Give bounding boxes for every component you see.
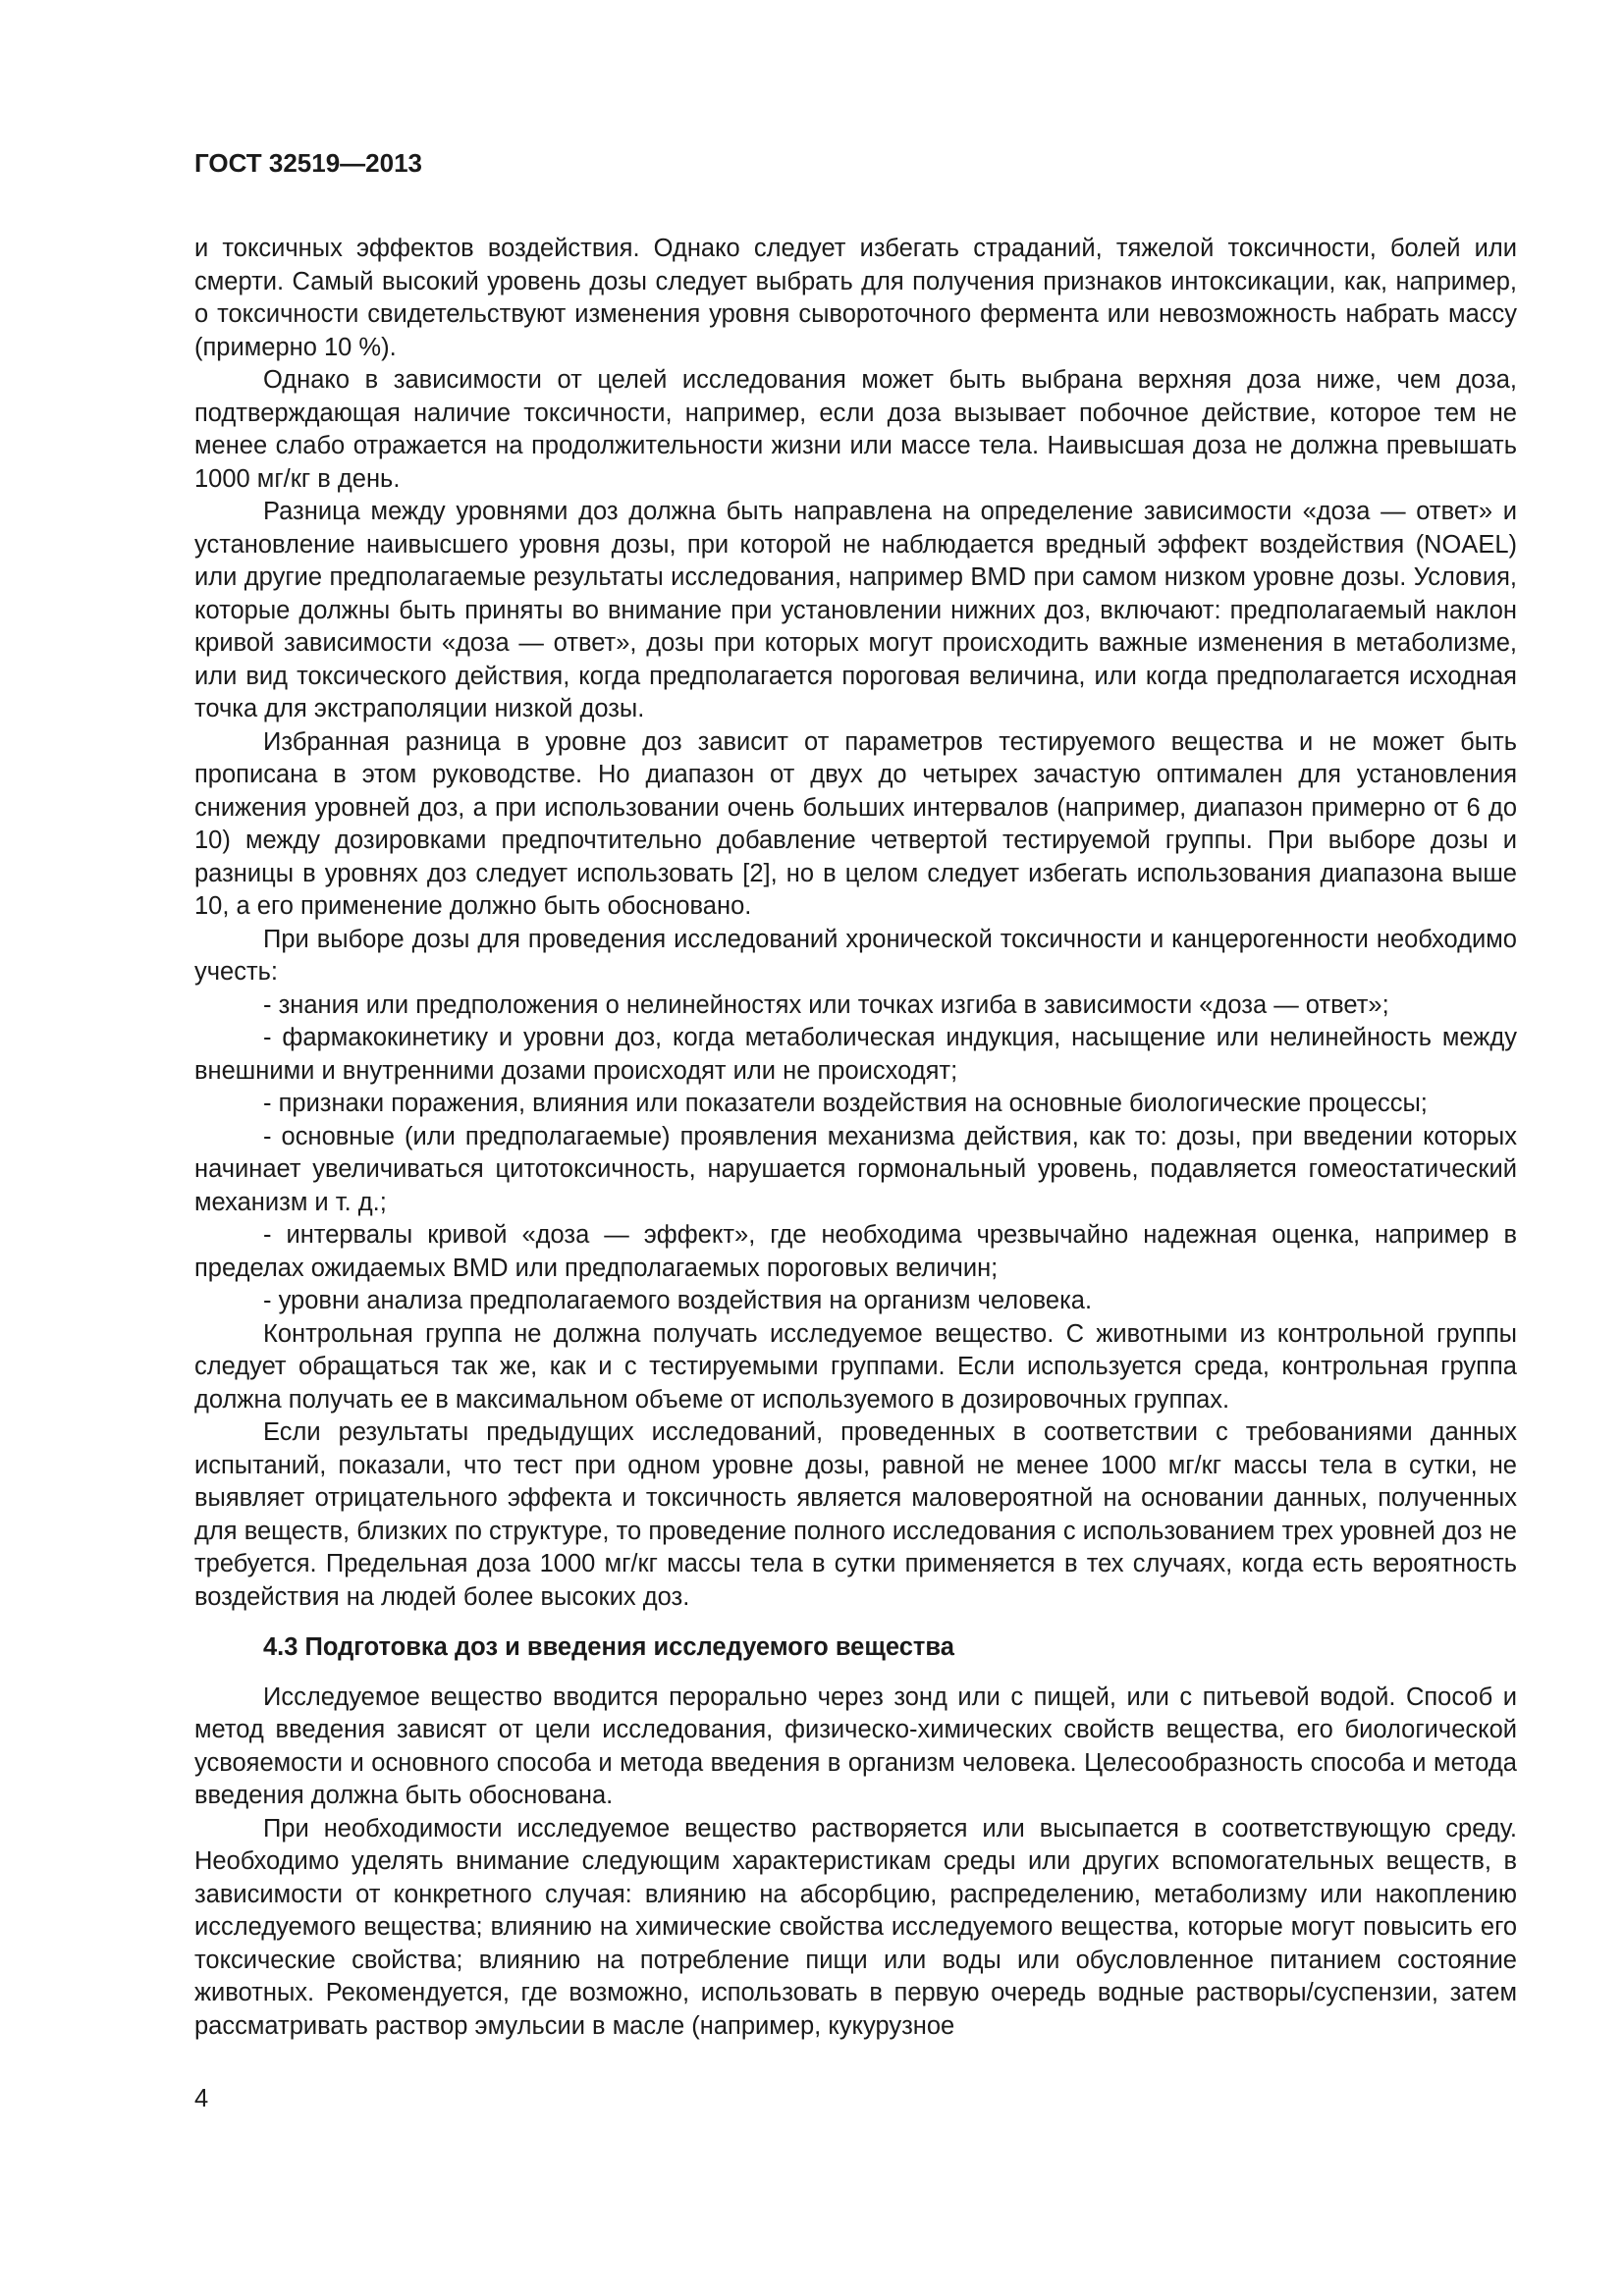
- paragraph: Разница между уровнями доз должна быть направлена на определение зависимости «доза — ответ» и установление наивысшего уровня дозы, при которой не наблюдается вредный эффект воздействия (NOAEL) или другие предполагаемые результаты исследования, например BMD при самом низком уровне дозы. Условия, которые должны быть приняты во внимание при установлении нижних доз, включают: предполагаемый наклон кривой зависимости «доза — ответ», дозы при которых могут происходить важные изменения в метаболизме, или вид токсического действия, когда предполагается пороговая величина, или когда предполагается исходная точка для экстраполяции низкой дозы.: [194, 498, 1517, 722]
- list-item: - признаки поражения, влияния или показатели воздействия на основные биологические процессы;: [263, 1090, 1428, 1117]
- list-item: - уровни анализа предполагаемого воздействия на организм человека.: [263, 1287, 1093, 1314]
- section-heading: 4.3 Подготовка доз и введения исследуемого вещества: [263, 1633, 954, 1661]
- list-item: - фармакокинетику и уровни доз, когда метаболическая индукция, насыщение или нелинейность между внешними и внутренними дозами происходят или не происходят;: [194, 1024, 1517, 1085]
- paragraph: При выборе дозы для проведения исследований хронической токсичности и канцерогенности необходимо учесть:: [194, 925, 1517, 986]
- page-number: 4: [194, 2085, 209, 2112]
- paragraph: Избранная разница в уровне доз зависит от параметров тестируемого вещества и не может быть прописана в этом руководстве. Но диапазон от двух до четырех зачастую оптимален для установления снижения уровней доз, а при использовании очень больших интервалов (например, диапазон примерно от 6 до 10) между дозировками предпочтительно добавление четвертой тестируемой группы. При выборе дозы и разницы в уровнях доз следует использовать [2], но в целом следует избегать использования диапазона выше 10, а его применение должно быть обосновано.: [194, 727, 1517, 920]
- document-body: [194, 233, 1517, 2043]
- document-header: ГОСТ 32519—2013: [194, 148, 422, 178]
- paragraph: Исследуемое вещество вводится перорально через зонд или с пищей, или с питьевой водой. Способ и метод введения зависят от цели исследования, физическо-химических свойств вещества, его биологической усвояемости и основного способа и метода введения в организм человека. Целесообразность способа и метода введения должна быть обоснована.: [194, 1682, 1517, 1809]
- paragraph: Однако в зависимости от целей исследования может быть выбрана верхняя доза ниже, чем доза, подтверждающая наличие токсичности, например, если доза вызывает побочное действие, которое тем не менее слабо отражается на продолжительности жизни или массе тела. Наивысшая доза не должна превышать 1000 мг/кг в день.: [194, 366, 1517, 493]
- list-item: - основные (или предполагаемые) проявления механизма действия, как то: дозы, при введении которых начинает увеличиваться цитотоксичность, нарушается гормональный уровень, подавляется гомеостатический механизм и т. д.;: [194, 1122, 1517, 1216]
- paragraph: и токсичных эффектов воздействия. Однако следует избегать страданий, тяжелой токсичности, болей или смерти. Самый высокий уровень дозы следует выбрать для получения признаков интоксикации, как, например, о токсичности свидетельствуют изменения уровня сывороточного фермента или невозможность набрать массу (примерно 10 %).: [194, 235, 1517, 361]
- list-item: - интервалы кривой «доза — эффект», где необходима чрезвычайно надежная оценка, например в пределах ожидаемых BMD или предполагаемых пороговых величин;: [194, 1221, 1517, 1282]
- paragraph: Если результаты предыдущих исследований, проведенных в соответствии с требованиями данных испытаний, показали, что тест при одном уровне дозы, равной не менее 1000 мг/кг массы тела в сутки, не выявляет отрицательного эффекта и токсичность является маловероятной на основании данных, полученных для веществ, близких по структуре, то проведение полного исследования с использованием трех уровней доз не требуется. Предельная доза 1000 мг/кг массы тела в сутки применяется в тех случаях, когда есть вероятность воздействия на людей более высоких доз.: [194, 1418, 1517, 1611]
- paragraph: Контрольная группа не должна получать исследуемое вещество. С животными из контрольной группы следует обращаться так же, как и с тестируемыми группами. Если используется среда, контрольная группа должна получать ее в максимальном объеме от используемого в дозировочных группах.: [194, 1319, 1517, 1414]
- list-item: - знания или предположения о нелинейностях или точках изгиба в зависимости «доза — ответ»;: [263, 990, 1389, 1019]
- paragraph: При необходимости исследуемое вещество растворяется или высыпается в соответствующую среду. Необходимо уделять внимание следующим характеристикам среды или других вспомогательных веществ, в зависимости от конкретного случая: влиянию на абсорбцию, распределению, метаболизму или накоплению исследуемого вещества; влиянию на химические свойства исследуемого вещества, которые могут повысить его токсические свойства; влиянию на потребление пищи или воды или обусловленное питанием состояние животных. Рекомендуется, где возможно, использовать в первую очередь водные растворы/суспензии, затем рассматривать раствор эмульсии в масле (например, кукурузное: [194, 1814, 1517, 2040]
